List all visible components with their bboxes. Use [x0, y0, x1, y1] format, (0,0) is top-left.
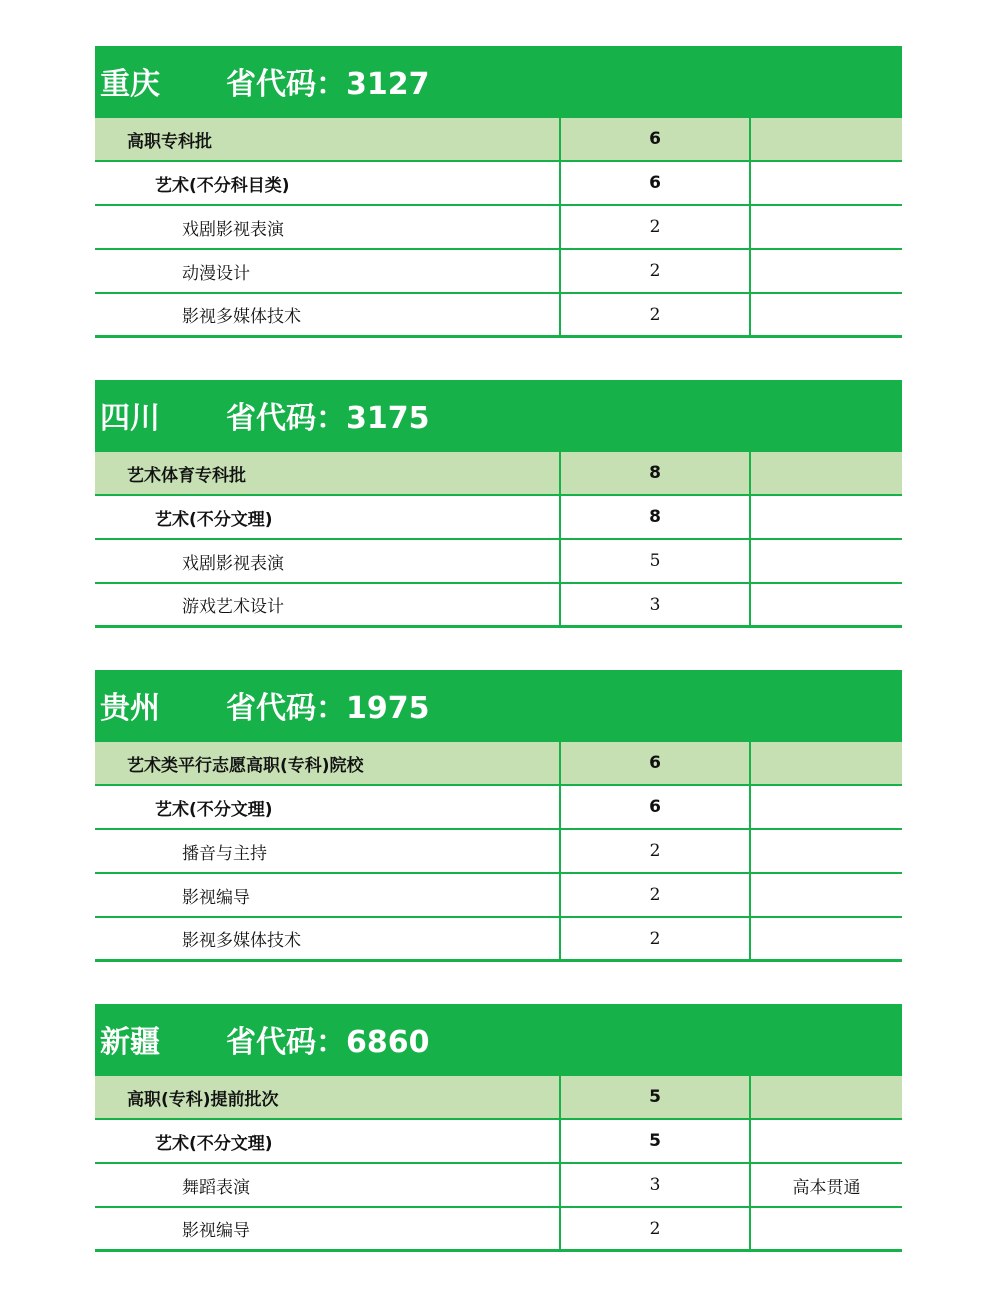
province-name: 四川	[100, 401, 160, 436]
major-name: 影视多媒体技术	[95, 918, 561, 959]
category-count: 6	[561, 786, 751, 828]
category-row	[95, 162, 902, 206]
category-name: 艺术(不分科目类)	[95, 162, 561, 204]
batch-name: 高职专科批	[95, 118, 561, 160]
batch-row	[95, 1076, 902, 1120]
major-row	[95, 918, 902, 962]
province-section-guizhou	[95, 670, 902, 962]
major-note	[751, 206, 902, 248]
category-count: 5	[561, 1120, 751, 1162]
major-name: 游戏艺术设计	[95, 584, 561, 625]
major-note	[751, 1208, 902, 1249]
major-count: 2	[561, 250, 751, 292]
major-count: 2	[561, 1208, 751, 1249]
batch-count: 8	[561, 452, 751, 494]
major-name: 戏剧影视表演	[95, 540, 561, 582]
category-name: 艺术(不分文理)	[95, 496, 561, 538]
major-row	[95, 540, 902, 584]
batch-name: 艺术类平行志愿高职(专科)院校	[95, 742, 561, 784]
section-header	[95, 1004, 902, 1076]
major-name: 影视多媒体技术	[95, 294, 561, 335]
category-note	[751, 162, 902, 204]
batch-row	[95, 118, 902, 162]
major-note	[751, 250, 902, 292]
province-code: 省代码：3175	[226, 401, 430, 436]
batch-note	[751, 452, 902, 494]
category-note	[751, 1120, 902, 1162]
province-code: 省代码：3127	[226, 67, 430, 102]
major-count: 2	[561, 918, 751, 959]
section-header	[95, 46, 902, 118]
batch-note	[751, 118, 902, 160]
major-row	[95, 250, 902, 294]
major-name: 动漫设计	[95, 250, 561, 292]
batch-row	[95, 742, 902, 786]
category-row	[95, 786, 902, 830]
section-header	[95, 380, 902, 452]
major-row	[95, 1208, 902, 1252]
province-code: 省代码：1975	[226, 691, 430, 726]
province-name: 重庆	[100, 67, 160, 102]
major-row	[95, 584, 902, 628]
major-row	[95, 1164, 902, 1208]
major-note	[751, 584, 902, 625]
category-row	[95, 496, 902, 540]
batch-name: 艺术体育专科批	[95, 452, 561, 494]
major-row	[95, 294, 902, 338]
major-count: 5	[561, 540, 751, 582]
category-count: 6	[561, 162, 751, 204]
major-name: 影视编导	[95, 874, 561, 916]
major-name: 影视编导	[95, 1208, 561, 1249]
category-count: 8	[561, 496, 751, 538]
province-code: 省代码：6860	[226, 1025, 430, 1060]
category-row	[95, 1120, 902, 1164]
major-name: 播音与主持	[95, 830, 561, 872]
major-count: 2	[561, 874, 751, 916]
major-note	[751, 918, 902, 959]
major-note	[751, 540, 902, 582]
major-note	[751, 830, 902, 872]
major-row	[95, 206, 902, 250]
province-name: 贵州	[100, 691, 160, 726]
major-note	[751, 294, 902, 335]
category-name: 艺术(不分文理)	[95, 786, 561, 828]
batch-note	[751, 1076, 902, 1118]
major-name: 戏剧影视表演	[95, 206, 561, 248]
batch-name: 高职(专科)提前批次	[95, 1076, 561, 1118]
major-note	[751, 874, 902, 916]
batch-note	[751, 742, 902, 784]
category-note	[751, 496, 902, 538]
batch-count: 6	[561, 118, 751, 160]
section-header	[95, 670, 902, 742]
major-row	[95, 874, 902, 918]
major-note: 高本贯通	[792, 1177, 861, 1198]
category-name: 艺术(不分文理)	[95, 1120, 561, 1162]
batch-count: 5	[561, 1076, 751, 1118]
category-note	[751, 786, 902, 828]
major-row	[95, 830, 902, 874]
batch-count: 6	[561, 742, 751, 784]
major-name: 舞蹈表演	[95, 1164, 561, 1206]
province-name: 新疆	[100, 1025, 160, 1060]
major-count: 2	[561, 830, 751, 872]
batch-row	[95, 452, 902, 496]
major-count: 2	[561, 294, 751, 335]
province-section-sichuan	[95, 380, 902, 628]
province-section-chongqing	[95, 46, 902, 338]
major-count: 3	[561, 1164, 751, 1206]
major-count: 3	[561, 584, 751, 625]
province-section-xinjiang	[95, 1004, 902, 1252]
major-count: 2	[561, 206, 751, 248]
